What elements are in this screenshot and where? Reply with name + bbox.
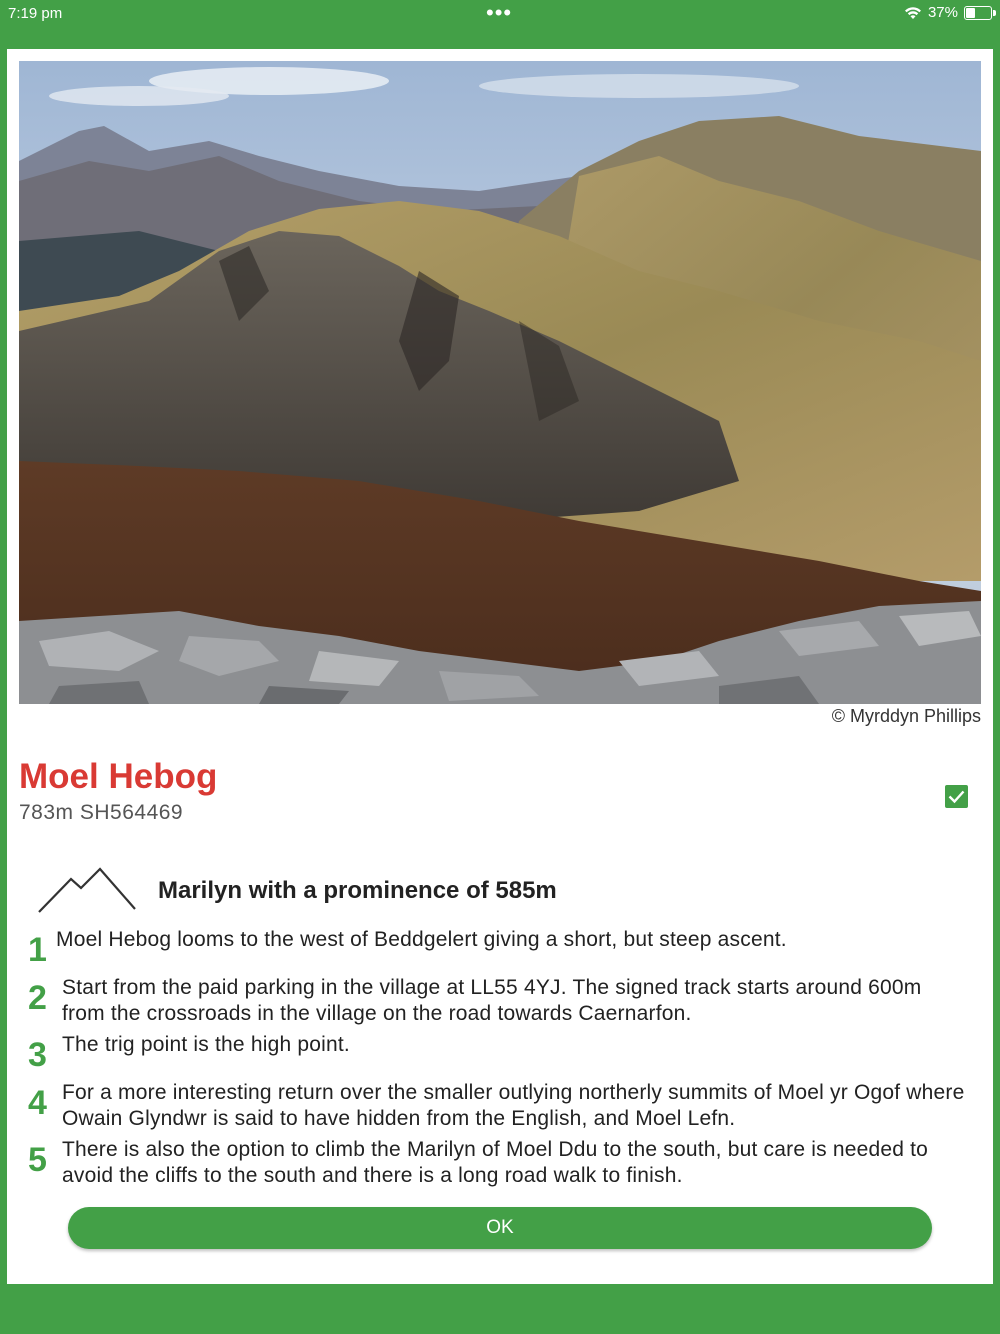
step-text: For a more interesting return over the smaller outlying northerly summits of Moel yr Ogof where Owain Glyndwr is said to have hidden from the English, and Moel Lefn. [62, 1081, 965, 1130]
step-text: Moel Hebog looms to the west of Beddgelert giving a short, but steep ascent. [56, 928, 787, 951]
photo-credit: © Myrddyn Phillips [831, 706, 981, 726]
status-indicators [904, 4, 992, 21]
status-bar [0, 0, 1000, 28]
classification-heading: Marilyn with a prominence of 585m [158, 877, 557, 904]
hill-detail-card [7, 49, 993, 1284]
battery-percent: 37% [927, 4, 958, 21]
step-number: 1 [28, 931, 47, 969]
step-number: 2 [28, 979, 47, 1017]
checkmark-icon [945, 785, 968, 808]
step-number: 5 [28, 1141, 47, 1179]
hill-height-gridref: 783m SH564469 [19, 801, 184, 824]
status-time: 7:19 pm [8, 5, 63, 22]
step-text: The trig point is the high point. [62, 1033, 350, 1056]
step-text: Start from the paid parking in the village at LL55 4YJ. The signed track starts around 600m from the crossroads in the village on the road towards Caernarfon. [62, 976, 922, 1025]
battery-icon [964, 6, 992, 20]
hill-name: Moel Hebog [19, 757, 218, 796]
ok-button[interactable]: OK [68, 1207, 932, 1249]
multitasking-dots-icon[interactable]: ••• [486, 0, 513, 25]
hill-photo [19, 61, 981, 704]
step-number: 3 [28, 1036, 47, 1074]
climbed-checkbox[interactable] [945, 785, 968, 808]
step-text: There is also the option to climb the Marilyn of Moel Ddu to the south, but care is needed to avoid the cliffs to the south and there is a long road walk to finish. [62, 1138, 929, 1187]
step-number: 4 [28, 1084, 47, 1122]
wifi-icon [904, 6, 922, 20]
mountain-icon [37, 867, 137, 915]
